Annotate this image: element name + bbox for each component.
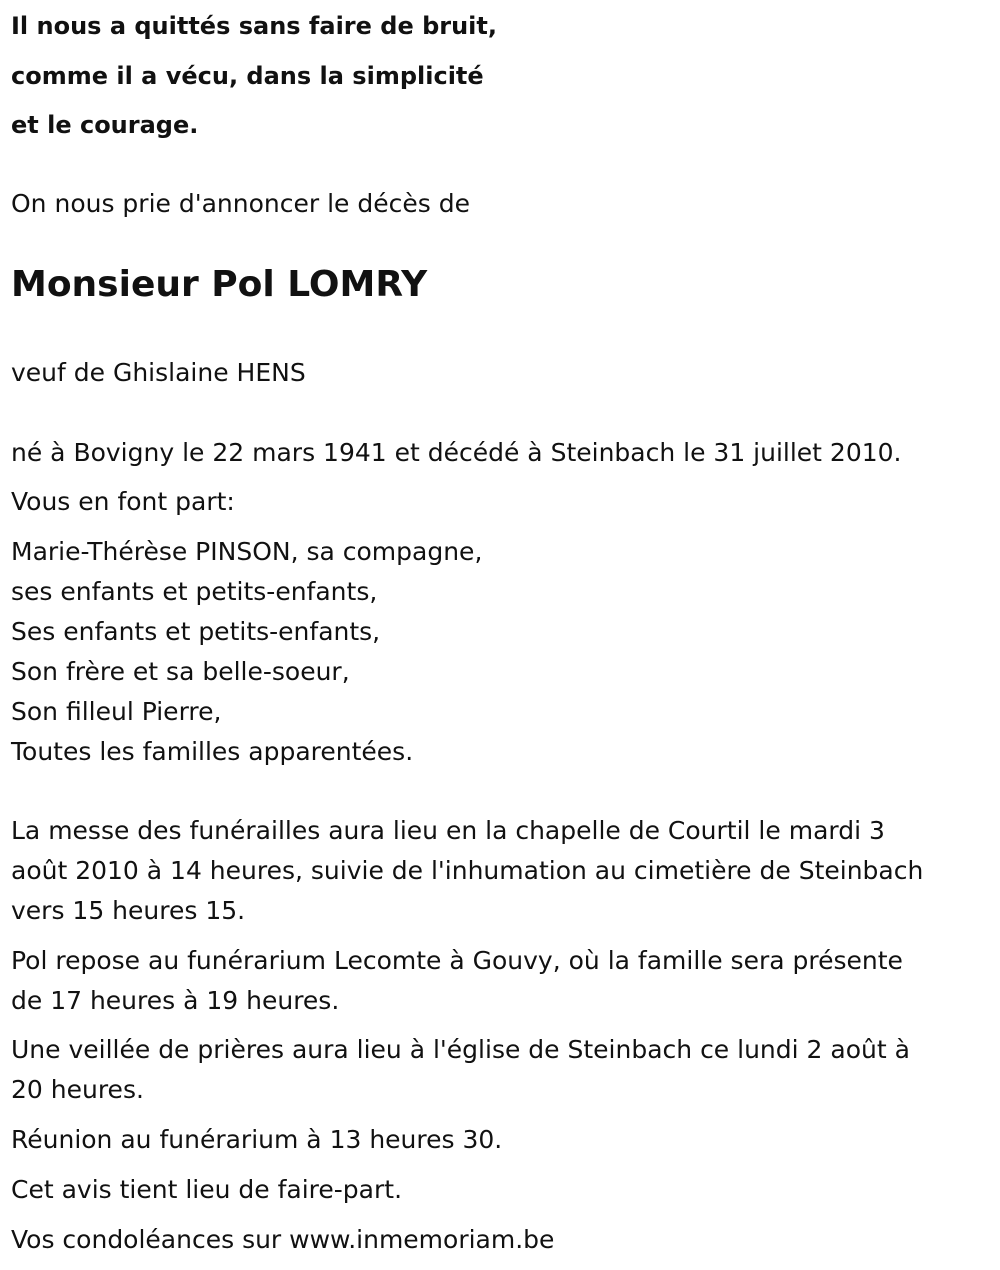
family-line: Ses enfants et petits-enfants, — [11, 617, 381, 646]
family-line: Toutes les familles apparentées. — [11, 737, 414, 766]
meeting-text: Réunion au funérarium à 13 heures 30. — [11, 1125, 503, 1154]
vigil-line: 20 heures. — [11, 1075, 144, 1104]
quote-line-3: et le courage. — [11, 111, 199, 139]
vigil-line: Une veillée de prières aura lieu à l'église de Steinbach ce lundi 2 août à — [11, 1035, 910, 1064]
quote-line-1: Il nous a quittés sans faire de bruit, — [11, 12, 497, 40]
part-intro: Vous en font part: — [11, 487, 235, 516]
birth-death-text: né à Bovigny le 22 mars 1941 et décédé à Steinbach le 31 juillet 2010. — [11, 438, 902, 467]
condolences-text: Vos condoléances sur www.inmemoriam.be — [11, 1225, 555, 1254]
notice-text: Cet avis tient lieu de faire-part. — [11, 1175, 403, 1204]
repose-line: de 17 heures à 19 heures. — [11, 986, 340, 1015]
funeral-line: La messe des funérailles aura lieu en la chapelle de Courtil le mardi 3 — [11, 816, 885, 845]
repose-line: Pol repose au funérarium Lecomte à Gouvy, où la famille sera présente — [11, 946, 903, 975]
family-line: Son frère et sa belle-soeur, — [11, 657, 350, 686]
deceased-name: Monsieur Pol LOMRY — [11, 264, 428, 305]
quote-line-2: comme il a vécu, dans la simplicité — [11, 62, 484, 90]
family-line: Son filleul Pierre, — [11, 697, 222, 726]
funeral-line: vers 15 heures 15. — [11, 896, 246, 925]
widower-text: veuf de Ghislaine HENS — [11, 358, 306, 387]
family-line: Marie-Thérèse PINSON, sa compagne, — [11, 537, 483, 566]
announce-text: On nous prie d'annoncer le décès de — [11, 189, 470, 218]
funeral-line: août 2010 à 14 heures, suivie de l'inhumation au cimetière de Steinbach — [11, 856, 924, 885]
family-line: ses enfants et petits-enfants, — [11, 577, 378, 606]
